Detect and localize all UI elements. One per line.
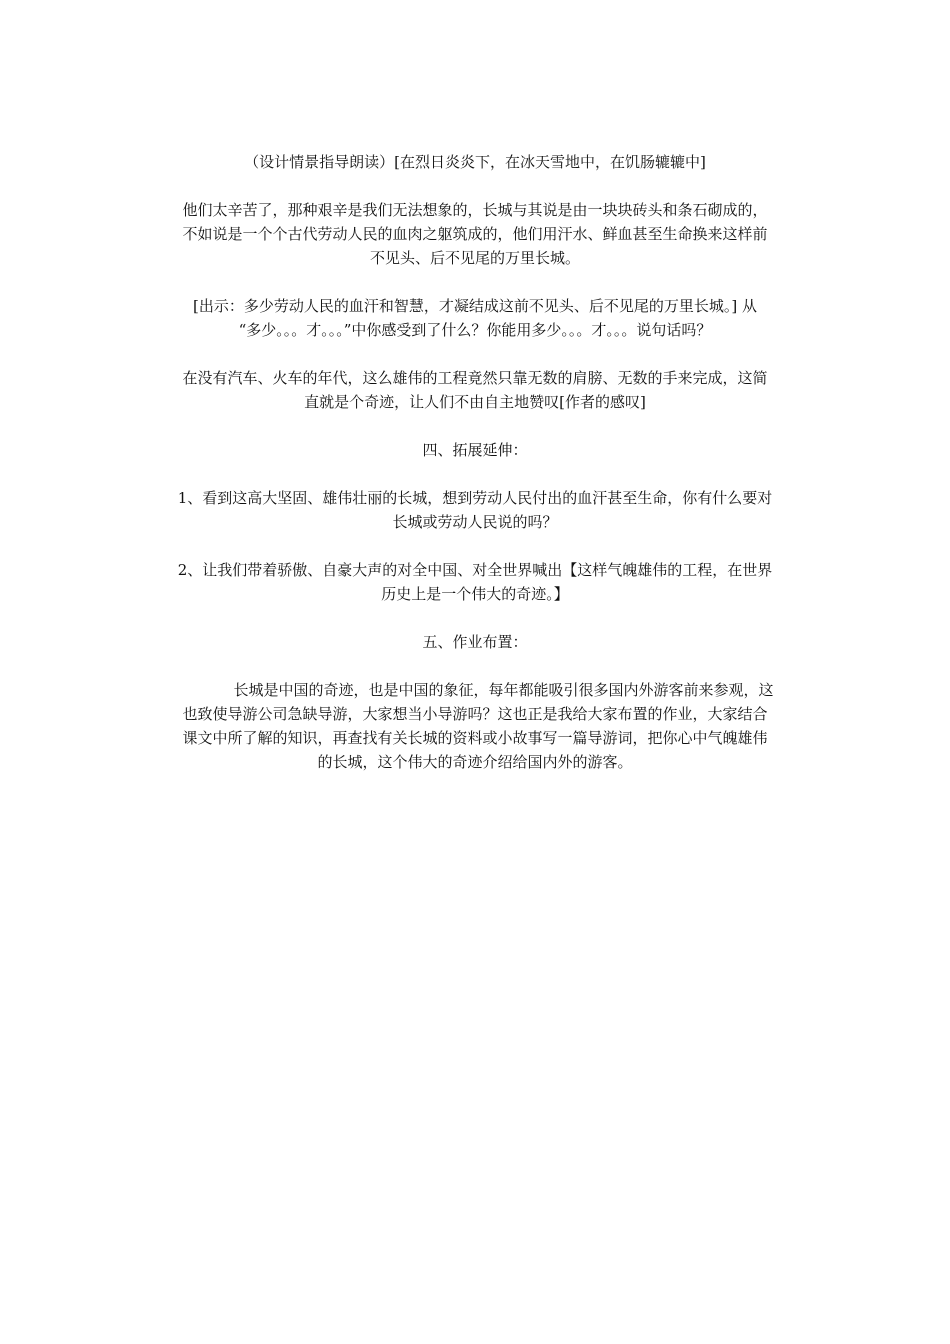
homework-paragraph [143, 678, 807, 774]
extension-item-2 [143, 558, 807, 606]
text-line: 课文中所了解的知识，再查找有关长城的资料或小故事写一篇导游词，把你心中气魄雄伟 [182, 729, 768, 747]
extension-item-1 [143, 486, 807, 534]
text-line: 2、让我们带着骄傲、自豪大声的对全中国、对全世界喊出【这样气魄雄伟的工程，在世界 [177, 561, 773, 579]
text-line: 他们太辛苦了，那种艰辛是我们无法想象的，长城与其说是由一块块砖头和条石砌成的， [182, 201, 768, 219]
document-page [143, 150, 807, 798]
text-line: 的长城，这个伟大的奇迹介绍给国内外的游客。 [317, 753, 633, 771]
text-line: 长城是中国的奇迹，也是中国的象征，每年都能吸引很多国内外游客前来参观，这 [233, 681, 774, 699]
miracle-paragraph [143, 366, 807, 414]
hardship-paragraph [143, 198, 807, 270]
heading-text: 四、拓展延伸： [422, 441, 528, 459]
text-line: 长城或劳动人民说的吗？ [392, 513, 558, 531]
text-line: 历史上是一个伟大的奇迹。】 [381, 585, 569, 603]
text-line: 在没有汽车、火车的年代，这么雄伟的工程竟然只靠无数的肩膀、无数的手来完成，这简 [182, 369, 768, 387]
text-line: “多少。。。才。。。”中你感受到了什么？你能用多少。。。才。。。说句话吗？ [238, 321, 712, 339]
display-prompt-paragraph [143, 294, 807, 342]
heading-text: 五、作业布置： [422, 633, 528, 651]
section-heading-homework [143, 630, 807, 654]
text-line: 不见头、后不见尾的万里长城。 [369, 249, 580, 267]
text-line: 不如说是一个个古代劳动人民的血肉之躯筑成的，他们用汗水、鲜血甚至生命换来这样前 [182, 225, 768, 243]
text-line: （设计情景指导朗读）[在烈日炎炎下，在冰天雪地中，在饥肠辘辘中] [244, 153, 706, 171]
text-line: 直就是个奇迹，让人们不由自主地赞叹[作者的感叹] [304, 393, 646, 411]
text-line: [出示：多少劳动人民的血汗和智慧，才凝结成这前不见头、后不见尾的万里长城。] 从 [193, 297, 757, 315]
text-line: 1、看到这高大坚固、雄伟壮丽的长城，想到劳动人民付出的血汗甚至生命，你有什么要对 [177, 489, 773, 507]
section-heading-extension [143, 438, 807, 462]
reading-guide-paragraph [143, 150, 807, 174]
text-line: 也致使导游公司急缺导游，大家想当小导游吗？这也正是我给大家布置的作业，大家结合 [182, 705, 768, 723]
